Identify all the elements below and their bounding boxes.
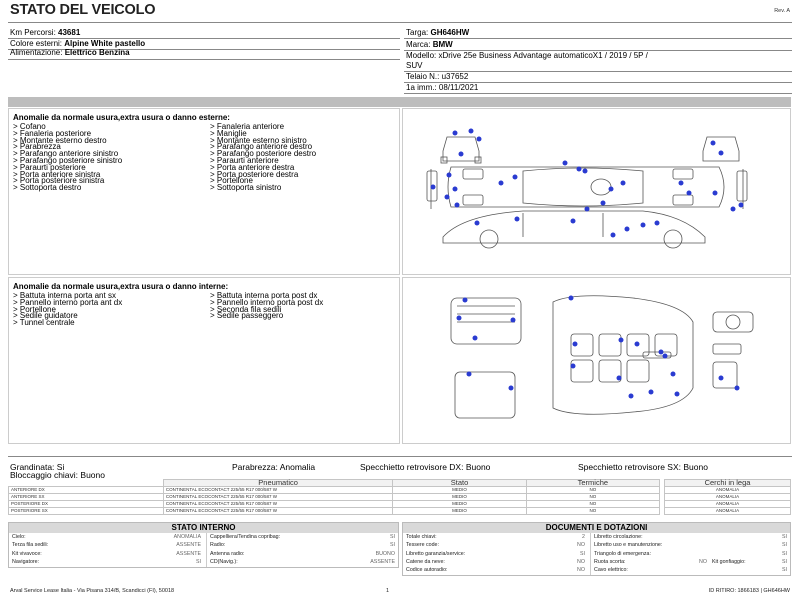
mirror-sx-status: Specchietto retrovisore SX: Buono — [578, 462, 708, 472]
cabin-top-view — [553, 296, 693, 415]
kv-key: Terza fila sedili: — [12, 542, 49, 549]
rim-state: ANOMALIA — [665, 508, 791, 515]
kv-value: ANOMALIA — [173, 534, 201, 540]
list-item: > Sottoporta sinistro — [210, 183, 282, 193]
documents-title: DOCUMENTI E DOTAZIONI — [403, 523, 790, 533]
kv-key: Cappelliera/Tendina copribag: — [210, 534, 281, 540]
model-field — [406, 51, 648, 61]
list-item: > Pannello interno porta post dx — [210, 297, 324, 307]
car-rear-view — [703, 137, 739, 161]
list-item: > Seconda fila sedili — [210, 304, 282, 314]
kv-key: Radio: — [210, 542, 226, 549]
kv-row — [594, 566, 789, 574]
kv-row — [406, 558, 587, 566]
list-item: > Montante esterno destro — [13, 135, 107, 145]
list-item: > Porta posteriore sinistra — [13, 176, 105, 186]
brand-field — [406, 40, 453, 50]
list-item: > Portellone — [13, 304, 56, 314]
color-label: Colore esterni: — [10, 39, 63, 48]
kv-row — [12, 558, 203, 566]
key-lock-status: Bloccaggio chiavi: Buono — [10, 470, 105, 480]
list-item: > Tunnel centrale — [13, 318, 75, 328]
tire-position: POSTERIORE SX — [9, 508, 164, 515]
kv-key: Cielo: — [12, 534, 26, 540]
tire-position: ANTERIORE DX — [9, 487, 164, 494]
divider — [8, 456, 792, 457]
list-item: > Paraurti anteriore — [210, 155, 279, 165]
kv-row — [406, 550, 587, 558]
kv-key: Catene da neve: — [406, 558, 445, 565]
documents-box — [402, 522, 791, 576]
list-item: > Parabrezza — [13, 142, 61, 152]
kv-value: SI — [195, 558, 201, 565]
internal-state-left — [9, 533, 205, 567]
tires-col-termiche: Termiche — [526, 480, 659, 487]
plate-label: Targa: — [406, 28, 429, 37]
car-exterior-diagram — [403, 109, 792, 276]
trunk-top-view — [451, 298, 521, 344]
kv-row — [210, 550, 397, 558]
internal-state-title: STATO INTERNO — [9, 523, 398, 533]
list-item: > Parafango posteriore sinistro — [13, 155, 123, 165]
kv-key: Codice autoradio: — [406, 567, 448, 574]
kv-key: Totale chiavi: — [406, 534, 437, 540]
documents-right — [590, 533, 791, 575]
kv-key: CD(Navig.): — [210, 558, 238, 565]
km-value: 43681 — [58, 28, 81, 37]
chassis-value: u37652 — [441, 72, 469, 81]
external-damage-list-right — [210, 124, 316, 192]
tire-winter: NO — [526, 487, 659, 494]
footer-company: Arval Service Lease Italia - Via Pisana 314/B, Scandicci (FI), 50018 — [10, 588, 175, 594]
fuel-value: Elettrico Benzina — [64, 48, 130, 57]
list-item: > Sedile passeggero — [210, 311, 284, 321]
model-label: Modello: — [406, 51, 437, 60]
divider — [404, 93, 792, 94]
registration-value: 08/11/2021 — [438, 83, 479, 92]
list-item: > Montante esterno sinistro — [210, 135, 307, 145]
footer-page-number: 1 — [386, 588, 390, 594]
list-item: > Cofano — [13, 122, 46, 131]
list-item: > Battuta interna porta post dx — [210, 291, 318, 300]
list-item: > Parafango anteriore sinistro — [13, 149, 119, 159]
tire-winter: NO — [526, 501, 659, 508]
km-label: Km Percorsi: — [10, 28, 56, 37]
model-line2: SUV — [406, 61, 423, 70]
brand-value: BMW — [432, 40, 453, 49]
kv-key: Kit vivavoce: — [12, 550, 42, 557]
brand-label: Marca: — [406, 40, 431, 49]
kv-row — [210, 541, 397, 549]
registration-field — [406, 83, 478, 93]
list-item: > Sottoporta destro — [13, 183, 82, 193]
chassis-field — [406, 72, 468, 82]
rims-table — [664, 479, 791, 515]
kv-row — [594, 541, 789, 549]
kv-value: SI — [781, 542, 787, 549]
kv-value: SI — [781, 534, 787, 540]
list-item: > Porta posteriore destra — [210, 169, 299, 179]
kv-key: Antenna radio: — [210, 550, 245, 557]
list-item: > Parafango posteriore destro — [210, 149, 317, 159]
kv-row — [210, 533, 397, 541]
kv-value: NO — [577, 558, 585, 565]
kv-value: NO — [577, 567, 585, 574]
kv-value: SI — [579, 550, 585, 557]
kv-row — [594, 533, 789, 541]
registration-label: 1a imm.: — [406, 83, 437, 92]
kv-value: NO — [699, 558, 707, 565]
external-damage-title: Anomalie da normale usura,extra usura o danno esterne: — [13, 113, 230, 122]
kv-key: Kit gonfiaggio: — [712, 558, 746, 565]
model-value: xDrive 25e Business Advantage automaticoX1 / 2019 / 5P / — [438, 51, 648, 60]
table-row — [665, 501, 791, 508]
kv-key: Libretto garanzia/service: — [406, 550, 466, 557]
list-item: > Pannello interno porta ant dx — [13, 297, 123, 307]
table-row — [9, 487, 660, 494]
internal-state-right — [206, 533, 399, 567]
tire-desc: CONTINENTAL ECOCONTACT 225/55 R17 000/587 W — [163, 501, 393, 508]
title-divider — [8, 22, 792, 23]
kv-value: SI — [781, 558, 787, 565]
kv-key: Libretto circolazione: — [594, 534, 643, 540]
list-item: > Paraurti posteriore — [13, 162, 86, 172]
tire-position: POSTERIORE DX — [9, 501, 164, 508]
kv-row — [406, 541, 587, 549]
windshield-status: Parabrezza: Anomalia — [232, 462, 316, 472]
color-value: Alpine White pastello — [64, 39, 146, 48]
tire-desc: CONTINENTAL ECOCONTACT 225/55 R17 000/587 W — [163, 487, 393, 494]
kv-key: Libretto uso e manutenzione: — [594, 542, 663, 549]
rim-state: ANOMALIA — [665, 494, 791, 501]
list-item: > Parafango anteriore destro — [210, 142, 313, 152]
tire-winter: NO — [526, 508, 659, 515]
tire-desc: CONTINENTAL ECOCONTACT 225/55 R17 000/587 W — [163, 494, 393, 501]
kv-key: Navigatore: — [12, 558, 40, 565]
kv-row — [12, 533, 203, 541]
kv-value: SI — [389, 542, 395, 549]
fuel-field — [10, 48, 130, 58]
revision-label: Rev. A — [774, 8, 790, 14]
door-panel-view — [455, 372, 515, 418]
tire-state: MEDIO — [393, 487, 526, 494]
kv-value: BUONO — [375, 550, 395, 557]
tire-winter: NO — [526, 494, 659, 501]
car-interior-diagram — [403, 278, 792, 445]
kv-row — [594, 558, 789, 566]
external-diagram-panel — [402, 108, 791, 275]
documents-left — [403, 533, 589, 575]
kv-row — [406, 533, 587, 541]
table-row — [665, 494, 791, 501]
external-damage-panel — [8, 108, 400, 275]
section-separator-bar — [8, 97, 791, 107]
list-item: > Maniglie — [210, 128, 247, 138]
divider — [404, 38, 792, 39]
internal-damage-panel — [8, 277, 400, 444]
internal-damage-title: Anomalie da normale usura,extra usura o danno interne: — [13, 282, 229, 291]
tire-state: MEDIO — [393, 501, 526, 508]
list-item: > Porta anteriore destra — [210, 162, 295, 172]
fuel-label: Alimentazione: — [10, 48, 63, 57]
kv-value: SI — [781, 567, 787, 574]
kv-key: Cavo elettrico: — [594, 567, 628, 574]
tire-position: ANTERIORE SX — [9, 494, 164, 501]
list-item: > Fanaleria anteriore — [210, 122, 285, 131]
tire-state: MEDIO — [393, 508, 526, 515]
table-row — [665, 508, 791, 515]
kv-value: SI — [781, 550, 787, 557]
internal-damage-list-left — [13, 293, 122, 327]
rim-state: ANOMALIA — [665, 501, 791, 508]
car-front-view — [443, 137, 479, 161]
tire-desc: CONTINENTAL ECOCONTACT 225/55 R17 000/587 W — [163, 508, 393, 515]
external-damage-list-left — [13, 124, 122, 192]
internal-diagram-panel — [402, 277, 791, 444]
table-row — [9, 508, 660, 515]
divider — [8, 59, 400, 60]
kv-key: Ruota scorta: — [594, 558, 626, 565]
kv-row — [210, 558, 397, 566]
list-item: > Battuta interna porta ant sx — [13, 291, 116, 300]
mirror-dx-status: Specchietto retrovisore DX: Buono — [360, 462, 491, 472]
car-side-view — [443, 211, 705, 243]
page-title: STATO DEL VEICOLO — [10, 2, 156, 18]
tires-col-pneumatico: Pneumatico — [163, 480, 393, 487]
kv-value: ASSENTE — [370, 558, 395, 565]
kv-value: NO — [577, 542, 585, 549]
internal-state-box — [8, 522, 399, 568]
tire-state: MEDIO — [393, 494, 526, 501]
footer-id: ID RITIRO: 1866183 | GH646HW — [708, 588, 790, 594]
internal-damage-list-right — [210, 293, 323, 320]
tires-table — [8, 479, 660, 515]
plate-value: GH646HW — [430, 28, 470, 37]
rim-state: ANOMALIA — [665, 487, 791, 494]
hail-status: Grandinata: Si — [10, 462, 65, 472]
kv-value: ASSENTE — [176, 542, 201, 549]
table-row — [9, 501, 660, 508]
list-item: > Fanaleria posteriore — [13, 128, 92, 138]
rims-col-header: Cerchi in lega — [665, 480, 791, 487]
list-item: > Porta anteriore sinistra — [13, 169, 101, 179]
km-field — [10, 28, 80, 38]
list-item: > Portellone — [210, 176, 253, 186]
kv-row — [594, 550, 789, 558]
table-row — [665, 487, 791, 494]
kv-row — [406, 566, 587, 574]
table-row — [9, 494, 660, 501]
kv-value: SI — [389, 534, 395, 540]
list-item: > Sedile guidatore — [13, 311, 78, 321]
tires-col-stato: Stato — [393, 480, 526, 487]
chassis-label: Telaio N.: — [406, 72, 440, 81]
kv-value: ASSENTE — [176, 550, 201, 557]
kv-row — [12, 541, 203, 549]
kv-value: 2 — [582, 534, 585, 540]
kv-row — [12, 550, 203, 558]
kv-key: Triangolo di emergenza: — [594, 550, 651, 557]
kv-key: Tessere code: — [406, 542, 439, 549]
plate-field — [406, 28, 469, 38]
